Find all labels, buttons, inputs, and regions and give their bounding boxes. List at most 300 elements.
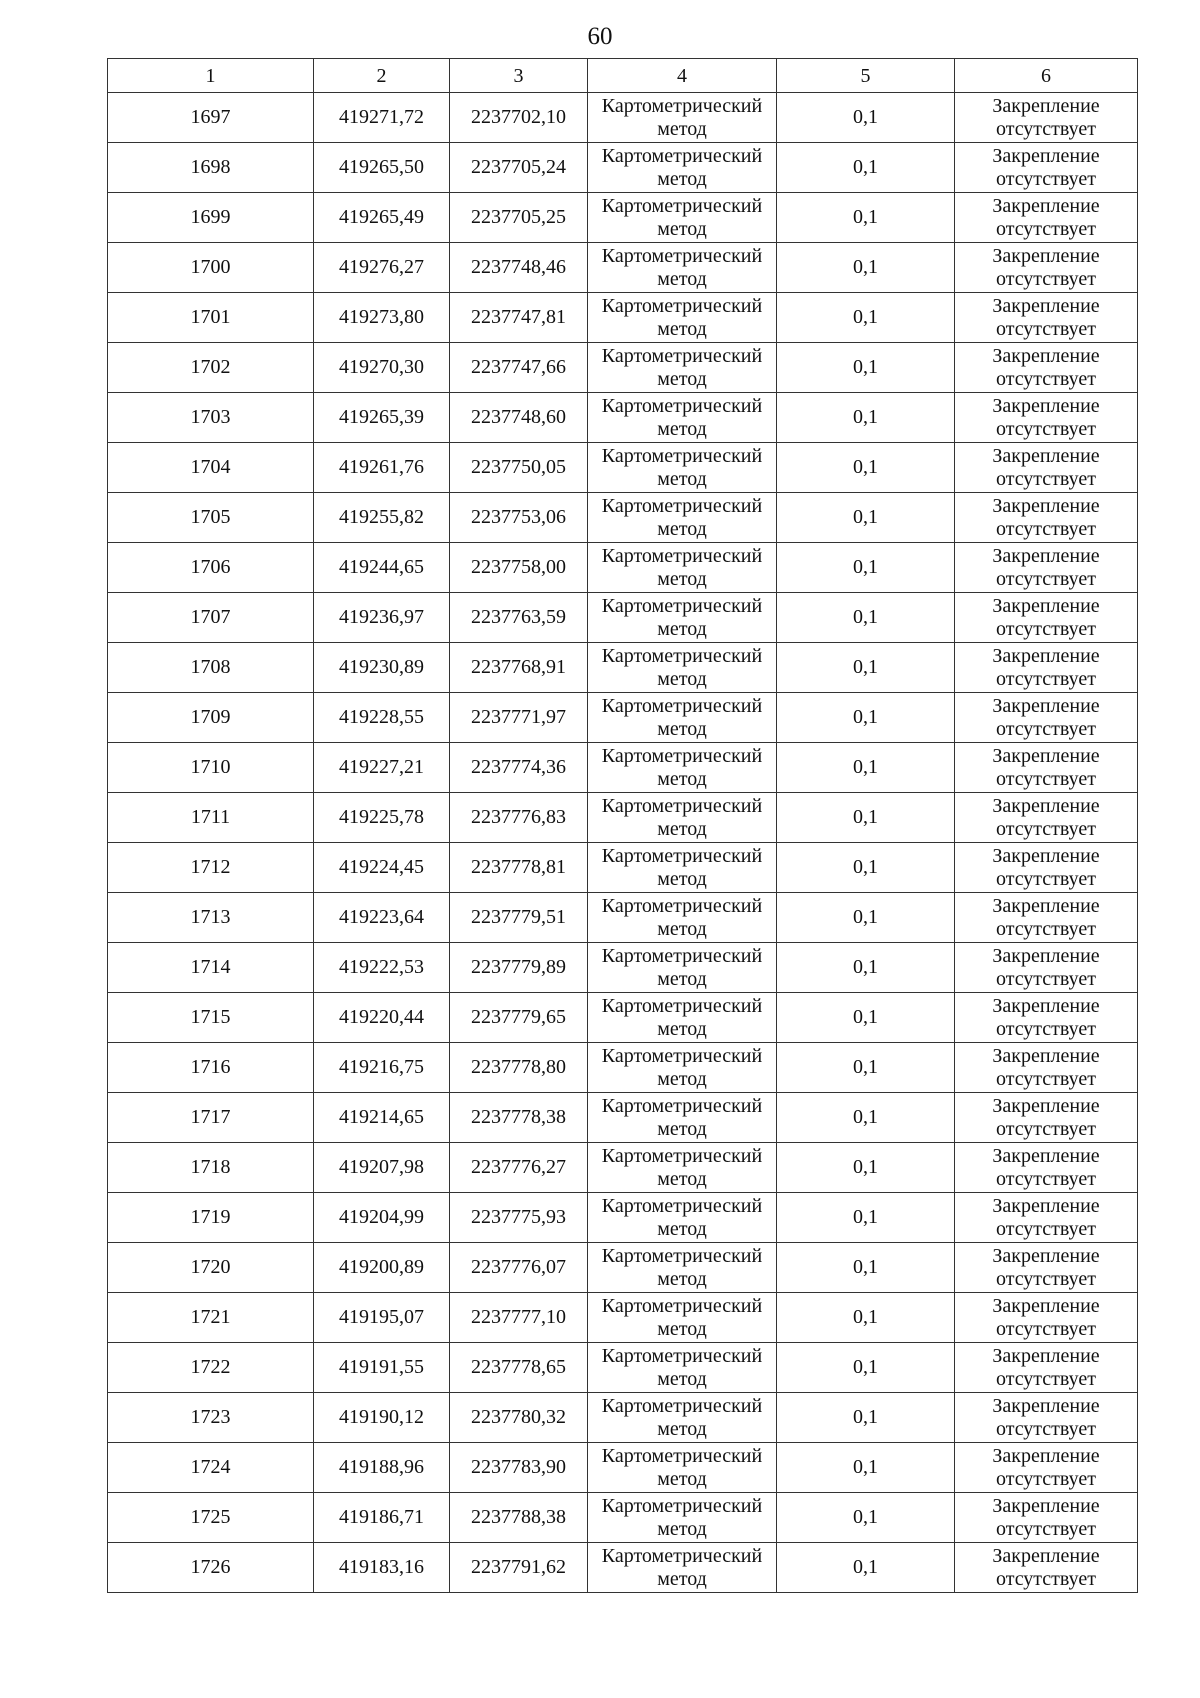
coord-x-value: 419200,89	[339, 1256, 424, 1278]
coord-y-value: 2237776,27	[471, 1156, 566, 1178]
accuracy-cell	[777, 843, 955, 893]
point-number-cell	[108, 193, 314, 243]
coord-x-cell	[314, 1043, 450, 1093]
coord-x-value: 419225,78	[339, 806, 424, 828]
table-row	[108, 843, 1138, 893]
coord-x-value: 419261,76	[339, 456, 424, 478]
method-cell	[588, 1393, 777, 1443]
coord-x-cell	[314, 443, 450, 493]
fixing-value: Закрепление отсутствует	[992, 994, 1100, 1040]
point-number-value: 1714	[190, 956, 231, 978]
table-row	[108, 393, 1138, 443]
coord-y-value: 2237777,10	[471, 1306, 566, 1328]
coord-y-value: 2237768,91	[471, 656, 566, 678]
accuracy-value: 0,1	[853, 306, 878, 328]
method-cell	[588, 593, 777, 643]
point-number-value: 1718	[190, 1156, 231, 1178]
coord-x-value: 419271,72	[339, 106, 424, 128]
coord-x-value: 419188,96	[339, 1456, 424, 1478]
method-cell	[588, 1143, 777, 1193]
fixing-cell	[955, 1543, 1138, 1593]
fixing-cell	[955, 493, 1138, 543]
accuracy-cell	[777, 443, 955, 493]
method-value: Картометрический метод	[601, 1244, 763, 1290]
coord-x-value: 419186,71	[339, 1506, 424, 1528]
coord-y-value: 2237779,89	[471, 956, 566, 978]
point-number-value: 1725	[190, 1506, 231, 1528]
method-cell	[588, 243, 777, 293]
accuracy-value: 0,1	[853, 1356, 878, 1378]
table-row	[108, 1093, 1138, 1143]
fixing-cell	[955, 243, 1138, 293]
fixing-value: Закрепление отсутствует	[992, 1294, 1100, 1340]
fixing-value: Закрепление отсутствует	[992, 844, 1100, 890]
point-number-cell	[108, 1493, 314, 1543]
coord-x-value: 419207,98	[339, 1156, 424, 1178]
method-value: Картометрический метод	[601, 1344, 763, 1390]
fixing-value: Закрепление отсутствует	[992, 794, 1100, 840]
fixing-cell	[955, 843, 1138, 893]
coord-x-value: 419195,07	[339, 1306, 424, 1328]
coord-x-cell	[314, 793, 450, 843]
coord-y-value: 2237705,24	[471, 156, 566, 178]
fixing-cell	[955, 393, 1138, 443]
table-row	[108, 93, 1138, 143]
method-cell	[588, 643, 777, 693]
fixing-value: Закрепление отсутствует	[992, 694, 1100, 740]
point-number-value: 1698	[190, 156, 231, 178]
fixing-value: Закрепление отсутствует	[992, 1394, 1100, 1440]
coord-x-cell	[314, 143, 450, 193]
point-number-value: 1716	[190, 1056, 231, 1078]
point-number-value: 1701	[190, 306, 231, 328]
accuracy-cell	[777, 793, 955, 843]
accuracy-cell	[777, 893, 955, 943]
method-value: Картометрический метод	[601, 844, 763, 890]
method-value: Картометрический метод	[601, 1094, 763, 1140]
coord-x-value: 419222,53	[339, 956, 424, 978]
fixing-cell	[955, 193, 1138, 243]
table-row	[108, 1193, 1138, 1243]
coord-x-cell	[314, 843, 450, 893]
method-value: Картометрический метод	[601, 594, 763, 640]
coord-y-cell	[450, 993, 588, 1043]
table-row	[108, 893, 1138, 943]
coord-x-value: 419265,39	[339, 406, 424, 428]
fixing-value: Закрепление отсутствует	[992, 1194, 1100, 1240]
coord-y-cell	[450, 1543, 588, 1593]
point-number-value: 1713	[190, 906, 231, 928]
coord-y-value: 2237705,25	[471, 206, 566, 228]
coord-x-cell	[314, 343, 450, 393]
method-cell	[588, 293, 777, 343]
coord-y-cell	[450, 1343, 588, 1393]
method-cell	[588, 1293, 777, 1343]
point-number-value: 1711	[190, 806, 231, 828]
method-value: Картометрический метод	[601, 1444, 763, 1490]
fixing-value: Закрепление отсутствует	[992, 744, 1100, 790]
coord-x-value: 419228,55	[339, 706, 424, 728]
point-number-value: 1704	[190, 456, 231, 478]
table-row	[108, 1343, 1138, 1393]
fixing-value: Закрепление отсутствует	[992, 244, 1100, 290]
fixing-value: Закрепление отсутствует	[992, 644, 1100, 690]
fixing-cell	[955, 1393, 1138, 1443]
fixing-cell	[955, 143, 1138, 193]
accuracy-value: 0,1	[853, 1206, 878, 1228]
table-row	[108, 193, 1138, 243]
fixing-value: Закрепление отсутствует	[992, 1244, 1100, 1290]
fixing-value: Закрепление отсутствует	[992, 594, 1100, 640]
coord-x-value: 419190,12	[339, 1406, 424, 1428]
coord-x-cell	[314, 243, 450, 293]
fixing-value: Закрепление отсутствует	[992, 544, 1100, 590]
accuracy-cell	[777, 293, 955, 343]
accuracy-value: 0,1	[853, 706, 878, 728]
accuracy-value: 0,1	[853, 856, 878, 878]
point-number-value: 1726	[190, 1556, 231, 1578]
point-number-value: 1707	[190, 606, 231, 628]
point-number-cell	[108, 1043, 314, 1093]
fixing-value: Закрепление отсутствует	[992, 294, 1100, 340]
coord-y-cell	[450, 793, 588, 843]
coord-y-value: 2237783,90	[471, 1456, 566, 1478]
coord-y-value: 2237747,66	[471, 356, 566, 378]
point-number-cell	[108, 593, 314, 643]
fixing-cell	[955, 643, 1138, 693]
fixing-value: Закрепление отсутствует	[992, 1444, 1100, 1490]
coord-y-cell	[450, 493, 588, 543]
accuracy-value: 0,1	[853, 756, 878, 778]
coord-y-cell	[450, 1043, 588, 1093]
table-header	[108, 59, 1138, 93]
accuracy-cell	[777, 193, 955, 243]
method-value: Картометрический метод	[601, 644, 763, 690]
coord-y-cell	[450, 593, 588, 643]
accuracy-cell	[777, 1193, 955, 1243]
accuracy-cell	[777, 1243, 955, 1293]
coord-x-cell	[314, 1443, 450, 1493]
fixing-value: Закрепление отсутствует	[992, 144, 1100, 190]
table-row	[108, 1043, 1138, 1093]
point-number-cell	[108, 543, 314, 593]
point-number-value: 1722	[190, 1356, 231, 1378]
accuracy-value: 0,1	[853, 256, 878, 278]
fixing-cell	[955, 893, 1138, 943]
coord-y-value: 2237776,07	[471, 1256, 566, 1278]
point-number-cell	[108, 1243, 314, 1293]
coord-y-cell	[450, 1493, 588, 1543]
accuracy-cell	[777, 93, 955, 143]
method-value: Картометрический метод	[601, 744, 763, 790]
fixing-cell	[955, 93, 1138, 143]
table-row	[108, 643, 1138, 693]
fixing-cell	[955, 993, 1138, 1043]
coord-y-value: 2237702,10	[471, 106, 566, 128]
point-number-value: 1706	[190, 556, 231, 578]
coord-y-value: 2237775,93	[471, 1206, 566, 1228]
table-row	[108, 593, 1138, 643]
fixing-cell	[955, 1343, 1138, 1393]
accuracy-value: 0,1	[853, 1256, 878, 1278]
point-number-value: 1708	[190, 656, 231, 678]
table-row	[108, 1393, 1138, 1443]
table-row	[108, 1243, 1138, 1293]
point-number-value: 1700	[190, 256, 231, 278]
coord-x-cell	[314, 943, 450, 993]
coord-y-value: 2237788,38	[471, 1506, 566, 1528]
fixing-value: Закрепление отсутствует	[992, 94, 1100, 140]
coord-x-cell	[314, 543, 450, 593]
accuracy-cell	[777, 1043, 955, 1093]
method-value: Картометрический метод	[601, 1144, 763, 1190]
point-number-value: 1720	[190, 1256, 231, 1278]
point-number-cell	[108, 743, 314, 793]
coord-x-value: 419255,82	[339, 506, 424, 528]
accuracy-cell	[777, 693, 955, 743]
point-number-cell	[108, 893, 314, 943]
accuracy-cell	[777, 493, 955, 543]
point-number-cell	[108, 93, 314, 143]
coord-x-value: 419270,30	[339, 356, 424, 378]
fixing-value: Закрепление отсутствует	[992, 494, 1100, 540]
coord-y-cell	[450, 393, 588, 443]
method-cell	[588, 893, 777, 943]
point-number-cell	[108, 1193, 314, 1243]
method-cell	[588, 1343, 777, 1393]
coord-y-value: 2237791,62	[471, 1556, 566, 1578]
table-row	[108, 443, 1138, 493]
table-body	[108, 93, 1138, 1593]
method-value: Картометрический метод	[601, 1394, 763, 1440]
column-header-2: 2	[314, 59, 450, 93]
accuracy-cell	[777, 1493, 955, 1543]
coord-y-cell	[450, 443, 588, 493]
method-cell	[588, 443, 777, 493]
fixing-value: Закрепление отсутствует	[992, 194, 1100, 240]
method-value: Картометрический метод	[601, 1544, 763, 1590]
coord-y-cell	[450, 1193, 588, 1243]
coord-x-value: 419227,21	[339, 756, 424, 778]
accuracy-cell	[777, 1143, 955, 1193]
coordinates-table	[107, 58, 1138, 1593]
method-cell	[588, 993, 777, 1043]
point-number-cell	[108, 1293, 314, 1343]
accuracy-value: 0,1	[853, 1056, 878, 1078]
accuracy-value: 0,1	[853, 606, 878, 628]
method-value: Картометрический метод	[601, 244, 763, 290]
fixing-value: Закрепление отсутствует	[992, 944, 1100, 990]
accuracy-value: 0,1	[853, 1456, 878, 1478]
method-cell	[588, 1493, 777, 1543]
accuracy-value: 0,1	[853, 656, 878, 678]
point-number-value: 1719	[190, 1206, 231, 1228]
method-value: Картометрический метод	[601, 894, 763, 940]
coord-y-value: 2237779,65	[471, 1006, 566, 1028]
method-value: Картометрический метод	[601, 1194, 763, 1240]
coord-y-value: 2237774,36	[471, 756, 566, 778]
method-value: Картометрический метод	[601, 194, 763, 240]
point-number-value: 1715	[190, 1006, 231, 1028]
table-row	[108, 243, 1138, 293]
coord-y-cell	[450, 93, 588, 143]
coord-x-cell	[314, 1393, 450, 1443]
coord-y-value: 2237778,65	[471, 1356, 566, 1378]
accuracy-cell	[777, 143, 955, 193]
fixing-cell	[955, 443, 1138, 493]
fixing-cell	[955, 343, 1138, 393]
point-number-cell	[108, 493, 314, 543]
point-number-value: 1710	[190, 756, 231, 778]
coord-y-value: 2237747,81	[471, 306, 566, 328]
column-header-3: 3	[450, 59, 588, 93]
method-value: Картометрический метод	[601, 994, 763, 1040]
method-cell	[588, 543, 777, 593]
fixing-value: Закрепление отсутствует	[992, 894, 1100, 940]
fixing-cell	[955, 593, 1138, 643]
coord-y-cell	[450, 693, 588, 743]
method-value: Картометрический метод	[601, 1494, 763, 1540]
method-value: Картометрический метод	[601, 394, 763, 440]
fixing-cell	[955, 1443, 1138, 1493]
fixing-cell	[955, 1143, 1138, 1193]
accuracy-value: 0,1	[853, 1306, 878, 1328]
coord-y-cell	[450, 1243, 588, 1293]
column-header-6: 6	[955, 59, 1138, 93]
fixing-value: Закрепление отсутствует	[992, 444, 1100, 490]
point-number-cell	[108, 1393, 314, 1443]
table-row	[108, 1543, 1138, 1593]
method-value: Картометрический метод	[601, 94, 763, 140]
point-number-value: 1712	[190, 856, 231, 878]
accuracy-value: 0,1	[853, 506, 878, 528]
fixing-value: Закрепление отсутствует	[992, 1344, 1100, 1390]
coord-y-value: 2237763,59	[471, 606, 566, 628]
coord-x-cell	[314, 1243, 450, 1293]
point-number-cell	[108, 443, 314, 493]
accuracy-value: 0,1	[853, 906, 878, 928]
column-header-1: 1	[108, 59, 314, 93]
coord-x-cell	[314, 1093, 450, 1143]
accuracy-cell	[777, 1093, 955, 1143]
method-cell	[588, 1193, 777, 1243]
fixing-value: Закрепление отсутствует	[992, 394, 1100, 440]
accuracy-cell	[777, 543, 955, 593]
point-number-value: 1702	[190, 356, 231, 378]
fixing-cell	[955, 943, 1138, 993]
coord-x-cell	[314, 1143, 450, 1193]
table-row	[108, 293, 1138, 343]
table-row	[108, 993, 1138, 1043]
accuracy-cell	[777, 243, 955, 293]
method-cell	[588, 343, 777, 393]
coord-y-value: 2237750,05	[471, 456, 566, 478]
coord-y-cell	[450, 1143, 588, 1193]
coord-x-value: 419265,50	[339, 156, 424, 178]
coord-y-cell	[450, 243, 588, 293]
coord-x-cell	[314, 1493, 450, 1543]
table-row	[108, 343, 1138, 393]
method-value: Картометрический метод	[601, 694, 763, 740]
method-cell	[588, 693, 777, 743]
method-value: Картометрический метод	[601, 494, 763, 540]
coord-x-cell	[314, 493, 450, 543]
coord-x-value: 419204,99	[339, 1206, 424, 1228]
coord-x-value: 419214,65	[339, 1106, 424, 1128]
method-cell	[588, 393, 777, 443]
point-number-cell	[108, 693, 314, 743]
coord-y-value: 2237748,60	[471, 406, 566, 428]
coord-y-value: 2237776,83	[471, 806, 566, 828]
coord-x-cell	[314, 1343, 450, 1393]
accuracy-cell	[777, 943, 955, 993]
accuracy-value: 0,1	[853, 1156, 878, 1178]
accuracy-value: 0,1	[853, 806, 878, 828]
point-number-value: 1717	[190, 1106, 231, 1128]
fixing-cell	[955, 1043, 1138, 1093]
accuracy-value: 0,1	[853, 1006, 878, 1028]
point-number-cell	[108, 1543, 314, 1593]
point-number-cell	[108, 1343, 314, 1393]
accuracy-value: 0,1	[853, 1556, 878, 1578]
coord-y-cell	[450, 343, 588, 393]
point-number-value: 1724	[190, 1456, 231, 1478]
coord-x-cell	[314, 1193, 450, 1243]
fixing-cell	[955, 1293, 1138, 1343]
accuracy-value: 0,1	[853, 1406, 878, 1428]
coord-x-value: 419276,27	[339, 256, 424, 278]
coord-y-cell	[450, 843, 588, 893]
point-number-value: 1721	[190, 1306, 231, 1328]
coord-x-value: 419224,45	[339, 856, 424, 878]
fixing-cell	[955, 793, 1138, 843]
coord-x-value: 419273,80	[339, 306, 424, 328]
fixing-value: Закрепление отсутствует	[992, 1094, 1100, 1140]
method-cell	[588, 1093, 777, 1143]
coord-x-cell	[314, 893, 450, 943]
coord-y-cell	[450, 1393, 588, 1443]
coord-x-value: 419223,64	[339, 906, 424, 928]
point-number-cell	[108, 393, 314, 443]
accuracy-value: 0,1	[853, 556, 878, 578]
coord-x-cell	[314, 693, 450, 743]
method-value: Картометрический метод	[601, 444, 763, 490]
table-row	[108, 143, 1138, 193]
method-value: Картометрический метод	[601, 344, 763, 390]
accuracy-cell	[777, 343, 955, 393]
coord-x-cell	[314, 1293, 450, 1343]
accuracy-cell	[777, 393, 955, 443]
coord-x-value: 419244,65	[339, 556, 424, 578]
coord-x-value: 419216,75	[339, 1056, 424, 1078]
coord-x-cell	[314, 593, 450, 643]
point-number-value: 1709	[190, 706, 231, 728]
method-value: Картометрический метод	[601, 1044, 763, 1090]
table-row	[108, 693, 1138, 743]
method-cell	[588, 1443, 777, 1493]
accuracy-cell	[777, 1443, 955, 1493]
coord-y-cell	[450, 1443, 588, 1493]
fixing-cell	[955, 1243, 1138, 1293]
coord-y-value: 2237748,46	[471, 256, 566, 278]
header-row	[108, 59, 1138, 93]
method-value: Картометрический метод	[601, 544, 763, 590]
coord-y-cell	[450, 1293, 588, 1343]
column-header-4: 4	[588, 59, 777, 93]
coord-x-cell	[314, 293, 450, 343]
coord-x-cell	[314, 1543, 450, 1593]
point-number-cell	[108, 993, 314, 1043]
